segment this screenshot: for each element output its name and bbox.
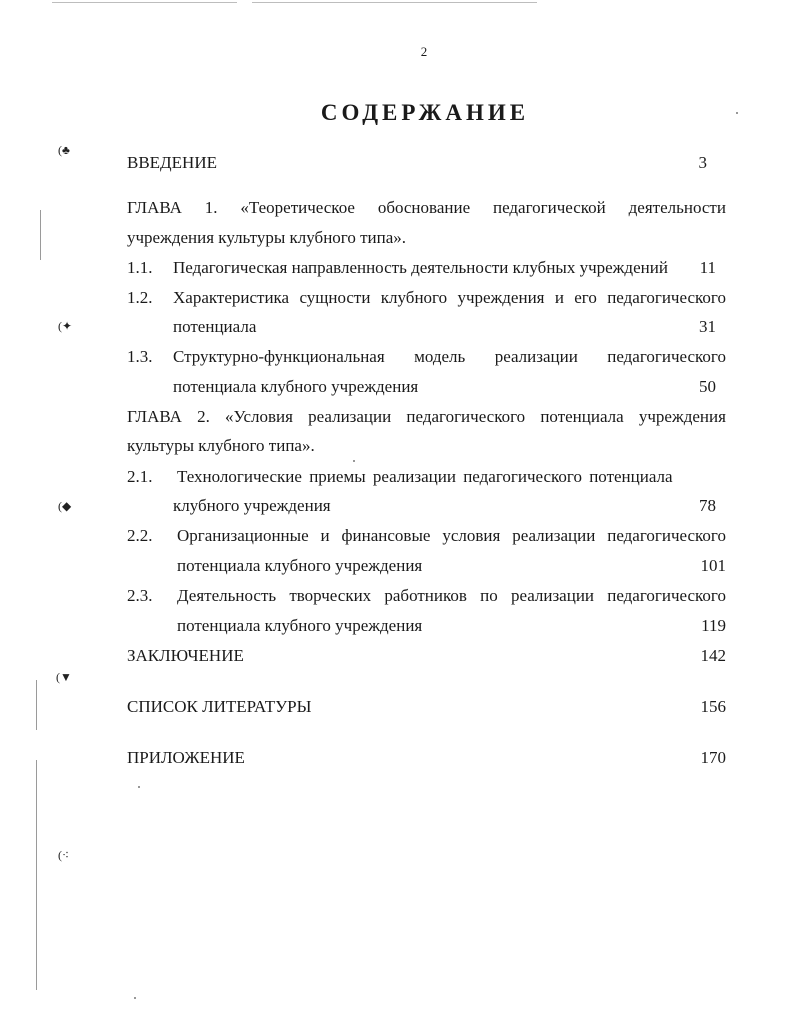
toc-section-1-2-cont xyxy=(0,317,794,341)
word: «Теоретическое xyxy=(240,198,355,217)
scan-speck xyxy=(134,997,136,999)
word: клубного xyxy=(380,288,448,307)
section-number: 2.3. xyxy=(127,586,153,605)
word: ГЛАВА xyxy=(127,198,182,217)
toc-entry-bibliography[interactable] xyxy=(0,697,794,721)
toc-entry-page: 101 xyxy=(700,556,726,575)
binding-hole-mark: (◆ xyxy=(58,499,72,513)
word: обоснование xyxy=(377,198,471,217)
word: педагогического xyxy=(607,526,726,545)
word: деятельности xyxy=(628,198,726,217)
section-title-line1 xyxy=(173,347,726,367)
scan-edge-line xyxy=(252,2,537,3)
section-number: 1.2. xyxy=(127,288,153,307)
word: сущности xyxy=(299,288,371,307)
word: работников xyxy=(384,586,467,605)
toc-chapter-1-line2: учреждения культуры клубного типа». xyxy=(127,228,407,247)
scan-speck xyxy=(353,460,355,462)
scan-speck xyxy=(138,786,140,788)
word: модель xyxy=(414,347,466,366)
section-title-line1: Технологические приемы реализации педагогического потенциала xyxy=(177,467,673,486)
word: Организационные xyxy=(177,526,309,545)
section-title-line2: клубного учреждения xyxy=(173,496,331,515)
toc-chapter-2-line2: культуры клубного типа». xyxy=(127,436,315,455)
toc-entry-page: 142 xyxy=(700,646,726,665)
toc-entry-label: ВВЕДЕНИЕ xyxy=(127,153,217,172)
word: Характеристика xyxy=(173,288,290,307)
toc-entry-page: 170 xyxy=(700,748,726,767)
toc-chapter-1-cont xyxy=(0,228,794,252)
toc-entry-page: 156 xyxy=(700,697,726,716)
section-number: 1.3. xyxy=(127,347,153,366)
toc-entry-page: 3 xyxy=(698,153,707,172)
toc-section-1-2[interactable] xyxy=(0,288,794,312)
page-title: СОДЕРЖАНИЕ xyxy=(320,100,530,125)
section-title-line1 xyxy=(173,288,726,308)
word: педагогического xyxy=(607,288,726,307)
section-title-line2: потенциала клубного учреждения xyxy=(173,377,419,396)
word: по xyxy=(480,586,498,605)
word: педагогического xyxy=(607,586,726,605)
toc-entry-label: СПИСОК ЛИТЕРАТУРЫ xyxy=(127,697,312,716)
toc-entry-appendix[interactable] xyxy=(0,748,794,772)
word: 1. xyxy=(204,198,218,217)
word: педагогической xyxy=(492,198,606,217)
word: творческих xyxy=(289,586,372,605)
toc-entry-conclusion[interactable] xyxy=(0,646,794,670)
toc-section-2-3[interactable] xyxy=(0,586,794,610)
toc-section-2-2-cont xyxy=(0,556,794,580)
word: финансовые xyxy=(341,526,431,545)
word: «Условия xyxy=(225,407,293,426)
word: и xyxy=(554,288,564,307)
toc-entry-page: 50 xyxy=(699,377,716,396)
toc-entry-intro[interactable] xyxy=(0,153,794,177)
word: реализации xyxy=(512,526,596,545)
toc-chapter-1-line1 xyxy=(127,198,726,218)
toc-entry-label: ПРИЛОЖЕНИЕ xyxy=(127,748,245,767)
toc-section-1-3[interactable] xyxy=(0,347,794,371)
section-title-line1 xyxy=(177,526,726,546)
word: потенциала xyxy=(540,407,624,426)
binding-hole-mark: (✦ xyxy=(58,319,73,333)
word: учреждения xyxy=(457,288,545,307)
toc-entry-page: 31 xyxy=(699,317,716,336)
word: педагогического xyxy=(607,347,726,366)
toc-entry-label: ЗАКЛЮЧЕНИЕ xyxy=(127,646,244,665)
toc-section-2-1-cont xyxy=(0,496,794,520)
word: педагогического xyxy=(406,407,526,426)
section-title-line2: потенциала клубного учреждения xyxy=(177,556,423,575)
word: Структурно-функциональная xyxy=(173,347,385,366)
toc-chapter-2-line1 xyxy=(127,407,726,427)
section-title-line1 xyxy=(177,586,726,606)
toc-section-1-1[interactable] xyxy=(0,258,794,282)
section-number: 2.1. xyxy=(127,467,153,486)
toc-chapter-2[interactable] xyxy=(0,407,794,431)
section-number: 2.2. xyxy=(127,526,153,545)
section-title-line2: потенциала клубного учреждения xyxy=(177,616,423,635)
toc-section-1-3-cont xyxy=(0,377,794,401)
word: реализации xyxy=(308,407,392,426)
toc-entry-page: 78 xyxy=(699,496,716,515)
word: условия xyxy=(442,526,501,545)
toc-chapter-1[interactable] xyxy=(0,198,794,222)
word: реализации xyxy=(494,347,578,366)
section-title: Педагогическая направленность деятельности клубных учреждений xyxy=(173,258,668,277)
word: его xyxy=(574,288,597,307)
word: Деятельность xyxy=(177,586,277,605)
binding-hole-mark: (♣ xyxy=(58,143,70,157)
toc-section-2-3-cont xyxy=(0,616,794,640)
binding-hole-mark: (▼ xyxy=(56,670,72,684)
page-number: 2 xyxy=(420,44,428,59)
word: и xyxy=(320,526,330,545)
toc-entry-page: 119 xyxy=(701,616,726,635)
section-title-line2: потенциала xyxy=(173,317,257,336)
toc-chapter-2-cont xyxy=(0,436,794,460)
word: учреждения xyxy=(638,407,726,426)
word: ГЛАВА xyxy=(127,407,182,426)
toc-section-2-2[interactable] xyxy=(0,526,794,550)
scan-edge-line xyxy=(52,2,237,3)
binding-hole-mark: (⁖ xyxy=(58,848,70,862)
section-number: 1.1. xyxy=(127,258,153,277)
toc-entry-page: 11 xyxy=(699,258,716,277)
word: реализации xyxy=(510,586,595,605)
word: 2. xyxy=(197,407,210,426)
scan-margin-line xyxy=(36,760,37,990)
toc-section-2-1[interactable] xyxy=(0,467,794,491)
